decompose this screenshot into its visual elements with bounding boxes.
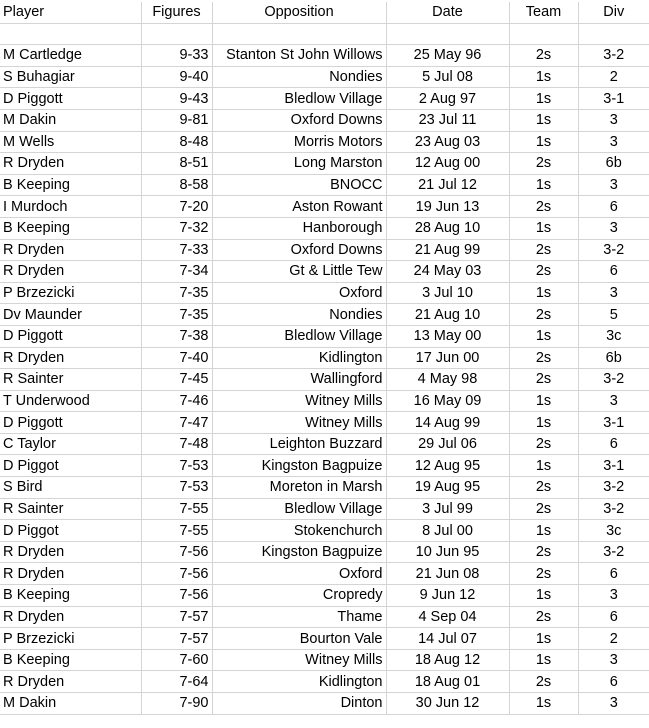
cell-div[interactable]: 3-2 (578, 369, 649, 391)
cell-team[interactable]: 1s (509, 131, 578, 153)
cell-opposition[interactable]: Bourton Vale (212, 628, 386, 650)
cell-team[interactable]: 1s (509, 520, 578, 542)
cell-player[interactable]: R Dryden (0, 541, 141, 563)
table-row (0, 45, 649, 67)
cell-div[interactable]: 6 (578, 671, 649, 693)
cell-opposition[interactable]: Stokenchurch (212, 520, 386, 542)
table-row (0, 261, 649, 283)
cell-date[interactable]: 12 Aug 95 (386, 455, 509, 477)
cell-team[interactable]: 1s (509, 628, 578, 650)
cell-opposition[interactable]: Witney Mills (212, 412, 386, 434)
cell-date[interactable]: 21 Jun 08 (386, 563, 509, 585)
table-row (0, 304, 649, 326)
cell-team[interactable]: 1s (509, 174, 578, 196)
cell-figures[interactable]: 7-56 (141, 563, 212, 585)
cell-figures[interactable]: 7-40 (141, 347, 212, 369)
cell-opposition[interactable]: Witney Mills (212, 649, 386, 671)
blank-cell[interactable] (578, 23, 649, 45)
cell-team[interactable]: 2s (509, 347, 578, 369)
cell-date[interactable]: 14 Aug 99 (386, 412, 509, 434)
header-date[interactable]: Date (386, 2, 509, 23)
cell-figures[interactable]: 7-57 (141, 606, 212, 628)
cell-date[interactable]: 21 Aug 10 (386, 304, 509, 326)
cell-figures[interactable]: 7-56 (141, 585, 212, 607)
cell-player[interactable]: R Sainter (0, 369, 141, 391)
cell-div[interactable]: 3-2 (578, 239, 649, 261)
cell-figures[interactable]: 7-53 (141, 477, 212, 499)
cell-div[interactable]: 2 (578, 66, 649, 88)
cell-date[interactable]: 3 Jul 10 (386, 282, 509, 304)
table-row (0, 520, 649, 542)
cell-date[interactable]: 16 May 09 (386, 390, 509, 412)
cell-date[interactable]: 14 Jul 07 (386, 628, 509, 650)
cell-opposition[interactable]: Bledlow Village (212, 88, 386, 110)
cell-figures[interactable]: 7-90 (141, 693, 212, 715)
cell-figures[interactable]: 7-57 (141, 628, 212, 650)
cell-team[interactable]: 2s (509, 541, 578, 563)
cell-date[interactable]: 23 Jul 11 (386, 109, 509, 131)
table-row (0, 66, 649, 88)
cell-figures[interactable]: 9-81 (141, 109, 212, 131)
cell-player[interactable]: P Brzezicki (0, 628, 141, 650)
cell-figures[interactable]: 7-55 (141, 498, 212, 520)
table-row (0, 153, 649, 175)
cell-figures[interactable]: 7-34 (141, 261, 212, 283)
cell-opposition[interactable]: Dinton (212, 693, 386, 715)
cell-opposition[interactable]: Oxford Downs (212, 239, 386, 261)
cell-team[interactable]: 1s (509, 455, 578, 477)
cell-opposition[interactable]: Oxford (212, 563, 386, 585)
cell-player[interactable]: B Keeping (0, 174, 141, 196)
table-row (0, 390, 649, 412)
cell-team[interactable]: 2s (509, 369, 578, 391)
table-row (0, 131, 649, 153)
cell-div[interactable]: 6 (578, 261, 649, 283)
cell-figures[interactable]: 7-32 (141, 217, 212, 239)
cell-team[interactable]: 2s (509, 261, 578, 283)
cell-player[interactable]: R Dryden (0, 563, 141, 585)
cell-opposition[interactable]: Morris Motors (212, 131, 386, 153)
cell-player[interactable]: M Cartledge (0, 45, 141, 67)
cell-team[interactable]: 1s (509, 88, 578, 110)
cell-div[interactable]: 3 (578, 693, 649, 715)
cell-opposition[interactable]: Cropredy (212, 585, 386, 607)
cell-team[interactable]: 2s (509, 45, 578, 67)
table-row (0, 109, 649, 131)
cell-player[interactable]: R Dryden (0, 347, 141, 369)
cell-div[interactable]: 3-1 (578, 455, 649, 477)
cell-div[interactable]: 6b (578, 153, 649, 175)
cell-opposition[interactable]: BNOCC (212, 174, 386, 196)
cell-team[interactable]: 2s (509, 671, 578, 693)
cell-player[interactable]: S Buhagiar (0, 66, 141, 88)
cell-team[interactable]: 2s (509, 196, 578, 218)
cell-team[interactable]: 2s (509, 606, 578, 628)
blank-cell[interactable] (386, 23, 509, 45)
cell-team[interactable]: 1s (509, 282, 578, 304)
header-row (0, 2, 649, 23)
cell-figures[interactable]: 7-53 (141, 455, 212, 477)
cell-figures[interactable]: 7-45 (141, 369, 212, 391)
cell-figures[interactable]: 7-35 (141, 282, 212, 304)
cell-player[interactable]: C Taylor (0, 433, 141, 455)
cell-opposition[interactable]: Wallingford (212, 369, 386, 391)
cell-div[interactable]: 3c (578, 325, 649, 347)
cell-player[interactable]: B Keeping (0, 649, 141, 671)
cell-player[interactable]: B Keeping (0, 585, 141, 607)
bowling-figures-table (0, 2, 649, 715)
cell-player[interactable]: R Dryden (0, 671, 141, 693)
cell-player[interactable]: D Piggott (0, 325, 141, 347)
cell-player[interactable]: D Piggott (0, 88, 141, 110)
cell-player[interactable]: M Dakin (0, 109, 141, 131)
cell-date[interactable]: 19 Aug 95 (386, 477, 509, 499)
blank-cell[interactable] (509, 23, 578, 45)
cell-team[interactable]: 2s (509, 239, 578, 261)
cell-date[interactable]: 30 Jun 12 (386, 693, 509, 715)
cell-team[interactable]: 2s (509, 498, 578, 520)
cell-player[interactable]: R Dryden (0, 261, 141, 283)
table-row (0, 606, 649, 628)
cell-opposition[interactable]: Kingston Bagpuize (212, 541, 386, 563)
cell-player[interactable]: D Piggott (0, 412, 141, 434)
cell-date[interactable]: 5 Jul 08 (386, 66, 509, 88)
cell-div[interactable]: 3-1 (578, 88, 649, 110)
table-row (0, 477, 649, 499)
blank-cell[interactable] (141, 23, 212, 45)
table-row (0, 282, 649, 304)
table-row (0, 196, 649, 218)
cell-div[interactable]: 2 (578, 628, 649, 650)
cell-opposition[interactable]: Kidlington (212, 347, 386, 369)
cell-opposition[interactable]: Stanton St John Willows (212, 45, 386, 67)
cell-figures[interactable]: 7-48 (141, 433, 212, 455)
cell-date[interactable]: 17 Jun 00 (386, 347, 509, 369)
cell-player[interactable]: R Sainter (0, 498, 141, 520)
cell-date[interactable]: 10 Jun 95 (386, 541, 509, 563)
cell-team[interactable]: 2s (509, 433, 578, 455)
cell-date[interactable]: 23 Aug 03 (386, 131, 509, 153)
cell-date[interactable]: 25 May 96 (386, 45, 509, 67)
header-div[interactable]: Div (578, 2, 649, 23)
cell-team[interactable]: 1s (509, 693, 578, 715)
cell-opposition[interactable]: Aston Rowant (212, 196, 386, 218)
table-row (0, 671, 649, 693)
cell-player[interactable]: P Brzezicki (0, 282, 141, 304)
cell-div[interactable]: 6 (578, 606, 649, 628)
blank-cell[interactable] (212, 23, 386, 45)
cell-date[interactable]: 4 Sep 04 (386, 606, 509, 628)
cell-opposition[interactable]: Moreton in Marsh (212, 477, 386, 499)
cell-team[interactable]: 2s (509, 477, 578, 499)
cell-figures[interactable]: 9-33 (141, 45, 212, 67)
table-row (0, 369, 649, 391)
cell-date[interactable]: 12 Aug 00 (386, 153, 509, 175)
cell-date[interactable]: 28 Aug 10 (386, 217, 509, 239)
cell-team[interactable]: 1s (509, 109, 578, 131)
cell-opposition[interactable]: Leighton Buzzard (212, 433, 386, 455)
cell-opposition[interactable]: Witney Mills (212, 390, 386, 412)
table-row (0, 563, 649, 585)
header-team[interactable]: Team (509, 2, 578, 23)
cell-div[interactable]: 3 (578, 649, 649, 671)
cell-player[interactable]: T Underwood (0, 390, 141, 412)
header-opposition[interactable]: Opposition (212, 2, 386, 23)
cell-figures[interactable]: 7-38 (141, 325, 212, 347)
cell-figures[interactable]: 7-20 (141, 196, 212, 218)
blank-row (0, 23, 649, 45)
cell-opposition[interactable]: Hanborough (212, 217, 386, 239)
cell-opposition[interactable]: Kidlington (212, 671, 386, 693)
cell-opposition[interactable]: Thame (212, 606, 386, 628)
table-row (0, 412, 649, 434)
table-row (0, 174, 649, 196)
cell-opposition[interactable]: Kingston Bagpuize (212, 455, 386, 477)
cell-div[interactable]: 3 (578, 282, 649, 304)
cell-player[interactable]: M Wells (0, 131, 141, 153)
cell-div[interactable]: 6b (578, 347, 649, 369)
table-body (0, 2, 649, 714)
cell-team[interactable]: 1s (509, 66, 578, 88)
table-row (0, 649, 649, 671)
cell-figures[interactable]: 8-48 (141, 131, 212, 153)
header-player[interactable]: Player (0, 2, 141, 23)
cell-player[interactable]: M Dakin (0, 693, 141, 715)
cell-div[interactable]: 3-2 (578, 45, 649, 67)
cell-team[interactable]: 1s (509, 412, 578, 434)
cell-opposition[interactable]: Oxford Downs (212, 109, 386, 131)
cell-team[interactable]: 1s (509, 390, 578, 412)
cell-div[interactable]: 3-1 (578, 412, 649, 434)
table-row (0, 628, 649, 650)
cell-date[interactable]: 18 Aug 01 (386, 671, 509, 693)
cell-team[interactable]: 1s (509, 325, 578, 347)
cell-team[interactable]: 1s (509, 585, 578, 607)
table-row (0, 347, 649, 369)
cell-team[interactable]: 1s (509, 217, 578, 239)
cell-div[interactable]: 3 (578, 174, 649, 196)
cell-opposition[interactable]: Bledlow Village (212, 325, 386, 347)
cell-div[interactable]: 5 (578, 304, 649, 326)
cell-date[interactable]: 3 Jul 99 (386, 498, 509, 520)
cell-div[interactable]: 6 (578, 563, 649, 585)
cell-date[interactable]: 29 Jul 06 (386, 433, 509, 455)
cell-div[interactable]: 3-2 (578, 541, 649, 563)
cell-player[interactable]: B Keeping (0, 217, 141, 239)
cell-date[interactable]: 24 May 03 (386, 261, 509, 283)
blank-cell[interactable] (0, 23, 141, 45)
cell-player[interactable]: D Piggot (0, 455, 141, 477)
cell-player[interactable]: S Bird (0, 477, 141, 499)
header-figures[interactable]: Figures (141, 2, 212, 23)
cell-player[interactable]: R Dryden (0, 606, 141, 628)
cell-date[interactable]: 13 May 00 (386, 325, 509, 347)
cell-team[interactable]: 2s (509, 153, 578, 175)
cell-opposition[interactable]: Bledlow Village (212, 498, 386, 520)
cell-div[interactable]: 3 (578, 217, 649, 239)
table-row (0, 217, 649, 239)
cell-div[interactable]: 3 (578, 109, 649, 131)
cell-figures[interactable]: 7-33 (141, 239, 212, 261)
cell-figures[interactable]: 7-35 (141, 304, 212, 326)
cell-player[interactable]: D Piggot (0, 520, 141, 542)
cell-figures[interactable]: 7-56 (141, 541, 212, 563)
cell-date[interactable]: 8 Jul 00 (386, 520, 509, 542)
cell-date[interactable]: 21 Jul 12 (386, 174, 509, 196)
cell-opposition[interactable]: Oxford (212, 282, 386, 304)
table-row (0, 498, 649, 520)
cell-opposition[interactable]: Nondies (212, 304, 386, 326)
cell-div[interactable]: 3c (578, 520, 649, 542)
cell-team[interactable]: 1s (509, 649, 578, 671)
cell-opposition[interactable]: Long Marston (212, 153, 386, 175)
cell-figures[interactable]: 7-47 (141, 412, 212, 434)
table-row (0, 433, 649, 455)
table-row (0, 325, 649, 347)
table-row (0, 239, 649, 261)
cell-date[interactable]: 2 Aug 97 (386, 88, 509, 110)
cell-opposition[interactable]: Nondies (212, 66, 386, 88)
cell-date[interactable]: 18 Aug 12 (386, 649, 509, 671)
cell-date[interactable]: 9 Jun 12 (386, 585, 509, 607)
cell-div[interactable]: 3 (578, 585, 649, 607)
cell-figures[interactable]: 7-46 (141, 390, 212, 412)
cell-div[interactable]: 3 (578, 390, 649, 412)
cell-date[interactable]: 19 Jun 13 (386, 196, 509, 218)
table-row (0, 585, 649, 607)
cell-div[interactable]: 3 (578, 131, 649, 153)
cell-figures[interactable]: 7-64 (141, 671, 212, 693)
table-row (0, 88, 649, 110)
cell-player[interactable]: R Dryden (0, 239, 141, 261)
table-row (0, 693, 649, 715)
cell-figures[interactable]: 9-43 (141, 88, 212, 110)
cell-date[interactable]: 4 May 98 (386, 369, 509, 391)
cell-player[interactable]: Dv Maunder (0, 304, 141, 326)
cell-opposition[interactable]: Gt & Little Tew (212, 261, 386, 283)
cell-player[interactable]: R Dryden (0, 153, 141, 175)
cell-figures[interactable]: 7-55 (141, 520, 212, 542)
cell-date[interactable]: 21 Aug 99 (386, 239, 509, 261)
cell-figures[interactable]: 8-51 (141, 153, 212, 175)
cell-player[interactable]: I Murdoch (0, 196, 141, 218)
cell-figures[interactable]: 8-58 (141, 174, 212, 196)
cell-div[interactable]: 6 (578, 196, 649, 218)
cell-team[interactable]: 2s (509, 304, 578, 326)
table-row (0, 455, 649, 477)
cell-figures[interactable]: 7-60 (141, 649, 212, 671)
cell-team[interactable]: 2s (509, 563, 578, 585)
cell-div[interactable]: 3-2 (578, 498, 649, 520)
cell-div[interactable]: 6 (578, 433, 649, 455)
cell-figures[interactable]: 9-40 (141, 66, 212, 88)
cell-div[interactable]: 3-2 (578, 477, 649, 499)
table-row (0, 541, 649, 563)
